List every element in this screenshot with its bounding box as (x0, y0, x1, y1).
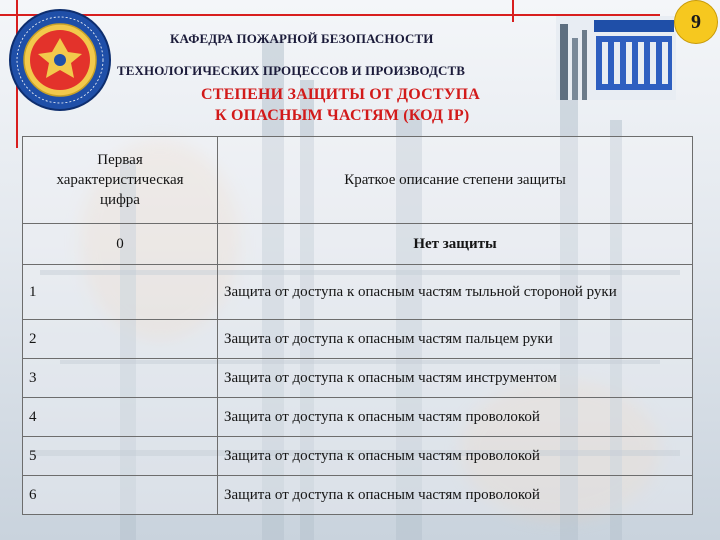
department-line-1: КАФЕДРА ПОЖАРНОЙ БЕЗОПАСНОСТИ (170, 31, 434, 46)
description-cell: Защита от доступа к опасным частям проволокой (218, 398, 693, 437)
code-cell: 6 (23, 476, 218, 515)
column-header-first-digit: Первая характеристическая цифра (23, 137, 218, 224)
code-cell: 4 (23, 398, 218, 437)
table-row (23, 320, 693, 359)
column-header-description: Краткое описание степени защиты (218, 137, 693, 224)
table-row (23, 437, 693, 476)
description-cell: Защита от доступа к опасным частям проволокой (218, 437, 693, 476)
table-row (23, 359, 693, 398)
table-row (23, 476, 693, 515)
page-title-line-1: СТЕПЕНИ ЗАЩИТЫ ОТ ДОСТУПА (201, 86, 481, 103)
university-emblem-icon (8, 8, 112, 112)
code-cell: 3 (23, 359, 218, 398)
description-cell: Нет защиты (218, 224, 693, 265)
department-line-2: ТЕХНОЛОГИЧЕСКИХ ПРОЦЕССОВ И ПРОИЗВОДСТВ (117, 63, 466, 78)
table-header-row (23, 137, 693, 224)
code-cell: 5 (23, 437, 218, 476)
description-cell: Защита от доступа к опасным частям инструментом (218, 359, 693, 398)
code-cell: 0 (23, 224, 218, 265)
page-number-badge: 9 (674, 0, 718, 44)
code-cell: 2 (23, 320, 218, 359)
description-cell: Защита от доступа к опасным частям тыльной стороной руки (218, 265, 693, 320)
frame-short-line (512, 0, 514, 22)
table-row (23, 224, 693, 265)
description-cell: Защита от доступа к опасным частям пальцем руки (218, 320, 693, 359)
ip-code-table (22, 136, 693, 515)
description-cell: Защита от доступа к опасным частям проволокой (218, 476, 693, 515)
table-row (23, 398, 693, 437)
code-cell: 1 (23, 265, 218, 320)
page-title-line-2: К ОПАСНЫМ ЧАСТЯМ (КОД IP) (215, 107, 470, 124)
department-logo-icon (556, 16, 676, 100)
table-row (23, 265, 693, 320)
